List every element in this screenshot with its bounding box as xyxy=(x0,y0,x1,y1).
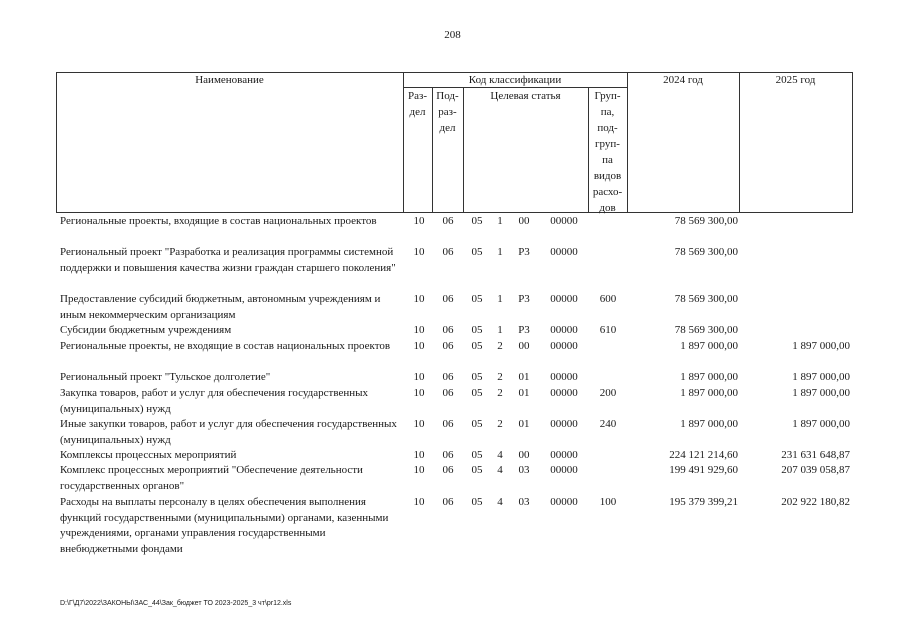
row-target-project: 03 xyxy=(518,496,530,508)
row-target-direction: 00000 xyxy=(550,215,578,227)
table-row xyxy=(0,386,905,417)
row-target-program: 05 xyxy=(471,215,483,227)
header-subsection xyxy=(432,88,463,136)
row-amount-2024: 1 897 000,00 xyxy=(680,371,738,383)
row-target-program: 05 xyxy=(471,293,483,305)
row-amount-2024: 224 121 214,60 xyxy=(669,449,738,461)
header-group-line: под- xyxy=(597,122,618,134)
row-amount-2024: 199 491 929,60 xyxy=(669,464,738,476)
row-target-project: 01 xyxy=(518,418,530,430)
row-target-project: 01 xyxy=(518,371,530,383)
row-subsection: 06 xyxy=(442,371,454,383)
row-amount-2025: 1 897 000,00 xyxy=(792,418,850,430)
row-expense-group: 610 xyxy=(599,324,617,336)
row-target-program: 05 xyxy=(471,418,483,430)
header-group-line: расхо- xyxy=(592,186,623,198)
row-amount-2025: 1 897 000,00 xyxy=(792,340,850,352)
row-target-direction: 00000 xyxy=(550,340,578,352)
row-name: Комплексы процессных мероприятий xyxy=(60,449,237,461)
header-group xyxy=(588,88,627,216)
row-section: 10 xyxy=(413,340,425,352)
row-target-type: 1 xyxy=(497,246,503,258)
table-row xyxy=(0,417,905,448)
row-subsection: 06 xyxy=(442,418,454,430)
header-group-line: па xyxy=(602,154,613,166)
row-expense-group: 240 xyxy=(599,418,617,430)
header-subsection-line: Под- xyxy=(436,90,459,102)
row-amount-2025: 1 897 000,00 xyxy=(792,371,850,383)
row-target-program: 05 xyxy=(471,464,483,476)
row-target-type: 2 xyxy=(497,418,503,430)
header-year2: 2025 год xyxy=(775,74,816,86)
header-subsection-line: раз- xyxy=(438,106,457,118)
row-subsection: 06 xyxy=(442,464,454,476)
row-expense-group: 600 xyxy=(599,293,617,305)
row-target-project: Р3 xyxy=(518,293,530,305)
row-expense-group: 100 xyxy=(599,496,617,508)
row-target-program: 05 xyxy=(471,324,483,336)
row-target-program: 05 xyxy=(471,246,483,258)
row-target-type: 2 xyxy=(497,387,503,399)
header-section-line: дел xyxy=(409,106,426,118)
row-target-direction: 00000 xyxy=(550,324,578,336)
row-name: Региональный проект "Разработка и реализация программы системной поддержки и повышения качества жизни граждан старшего поколения" xyxy=(60,246,396,274)
row-target-type: 4 xyxy=(497,464,503,476)
row-subsection: 06 xyxy=(442,496,454,508)
row-amount-2024: 1 897 000,00 xyxy=(680,418,738,430)
row-target-program: 05 xyxy=(471,449,483,461)
row-section: 10 xyxy=(413,215,425,227)
file-path-footer: D:\Г\Д7\2022\ЗАКОНЫ\ЗАС_44\Зак_бюджет ТО 2023-2025_3 чт\pr12.xls xyxy=(60,600,292,607)
row-amount-2025: 231 631 648,87 xyxy=(781,449,850,461)
header-sep-year1 xyxy=(739,72,740,212)
row-target-direction: 00000 xyxy=(550,246,578,258)
table-row xyxy=(0,245,905,292)
table-row xyxy=(0,370,905,386)
table-row xyxy=(0,323,905,339)
header-name: Наименование xyxy=(195,74,264,86)
row-name: Региональный проект "Тульское долголетие" xyxy=(60,371,271,383)
row-amount-2024: 1 897 000,00 xyxy=(680,387,738,399)
header-target: Целевая статья xyxy=(490,90,561,102)
row-amount-2024: 195 379 399,21 xyxy=(669,496,738,508)
row-target-project: Р3 xyxy=(518,246,530,258)
row-target-project: 00 xyxy=(518,340,530,352)
row-target-type: 1 xyxy=(497,215,503,227)
header-group-line: па, xyxy=(600,106,615,118)
row-section: 10 xyxy=(413,418,425,430)
page-number: 208 xyxy=(444,29,461,41)
row-subsection: 06 xyxy=(442,293,454,305)
row-section: 10 xyxy=(413,371,425,383)
row-target-direction: 00000 xyxy=(550,418,578,430)
row-target-direction: 00000 xyxy=(550,387,578,399)
row-subsection: 06 xyxy=(442,246,454,258)
header-section-line: Раз- xyxy=(407,90,427,102)
table-row xyxy=(0,448,905,464)
row-amount-2025: 1 897 000,00 xyxy=(792,387,850,399)
row-target-type: 1 xyxy=(497,324,503,336)
row-expense-group: 200 xyxy=(599,387,617,399)
row-amount-2024: 78 569 300,00 xyxy=(674,293,738,305)
row-section: 10 xyxy=(413,449,425,461)
row-target-type: 1 xyxy=(497,293,503,305)
row-section: 10 xyxy=(413,324,425,336)
row-target-project: 00 xyxy=(518,215,530,227)
row-subsection: 06 xyxy=(442,387,454,399)
header-group-line: видов xyxy=(593,170,622,182)
row-target-program: 05 xyxy=(471,340,483,352)
row-section: 10 xyxy=(413,496,425,508)
row-target-project: 03 xyxy=(518,464,530,476)
header-subsection-line: дел xyxy=(439,122,456,134)
row-target-type: 4 xyxy=(497,496,503,508)
row-name: Комплекс процессных мероприятий "Обеспечение деятельности государственных органов" xyxy=(60,464,363,492)
row-name: Региональные проекты, входящие в состав национальных проектов xyxy=(60,215,377,227)
row-subsection: 06 xyxy=(442,449,454,461)
row-name: Иные закупки товаров, работ и услуг для обеспечения государственных (муниципальных) нужд xyxy=(60,418,397,446)
row-amount-2024: 1 897 000,00 xyxy=(680,340,738,352)
row-target-program: 05 xyxy=(471,387,483,399)
row-amount-2025: 202 922 180,82 xyxy=(781,496,850,508)
header-sep-subsection xyxy=(463,87,464,212)
table-row xyxy=(0,339,905,370)
row-amount-2024: 78 569 300,00 xyxy=(674,324,738,336)
table-row xyxy=(0,292,905,323)
row-subsection: 06 xyxy=(442,324,454,336)
row-name: Закупка товаров, работ и услуг для обеспечения государственных (муниципальных) нужд xyxy=(60,387,369,415)
row-name: Расходы на выплаты персоналу в целях обеспечения выполнения функций государственными (муниципальными) органами, казенными учреждениями, органами управления государственными внебюджетными фондами xyxy=(60,496,389,555)
row-subsection: 06 xyxy=(442,340,454,352)
header-group-line: груп- xyxy=(595,138,620,150)
row-name: Региональные проекты, не входящие в состав национальных проектов xyxy=(60,340,391,352)
row-amount-2024: 78 569 300,00 xyxy=(674,246,738,258)
header-code: Код классификации xyxy=(468,74,562,86)
row-target-direction: 00000 xyxy=(550,464,578,476)
row-target-project: 01 xyxy=(518,387,530,399)
header-top-border xyxy=(56,72,853,73)
row-target-direction: 00000 xyxy=(550,449,578,461)
row-amount-2025: 207 039 058,87 xyxy=(781,464,850,476)
table-row xyxy=(0,463,905,494)
row-target-direction: 00000 xyxy=(550,496,578,508)
header-sep-group xyxy=(627,72,628,212)
header-left-border xyxy=(56,72,57,212)
row-name: Предоставление субсидий бюджетным, автономным учреждениям и иным некоммерческим организациям xyxy=(60,293,381,321)
table-row xyxy=(0,495,905,557)
row-target-project: 00 xyxy=(518,449,530,461)
row-section: 10 xyxy=(413,246,425,258)
row-target-type: 2 xyxy=(497,371,503,383)
row-subsection: 06 xyxy=(442,215,454,227)
row-target-program: 05 xyxy=(471,371,483,383)
header-year1: 2024 год xyxy=(663,74,703,86)
row-section: 10 xyxy=(413,387,425,399)
row-target-type: 4 xyxy=(497,449,503,461)
header-section xyxy=(403,88,432,120)
row-amount-2024: 78 569 300,00 xyxy=(674,215,738,227)
header-group-line: дов xyxy=(599,202,616,214)
row-target-direction: 00000 xyxy=(550,371,578,383)
row-section: 10 xyxy=(413,464,425,476)
table-row xyxy=(0,214,905,245)
header-bottom-border xyxy=(56,212,853,213)
header-group-line: Груп- xyxy=(594,90,621,102)
row-name: Субсидии бюджетным учреждениям xyxy=(60,324,232,336)
header-right-border xyxy=(852,72,853,212)
row-target-project: Р3 xyxy=(518,324,530,336)
row-target-type: 2 xyxy=(497,340,503,352)
row-section: 10 xyxy=(413,293,425,305)
row-target-program: 05 xyxy=(471,496,483,508)
row-target-direction: 00000 xyxy=(550,293,578,305)
